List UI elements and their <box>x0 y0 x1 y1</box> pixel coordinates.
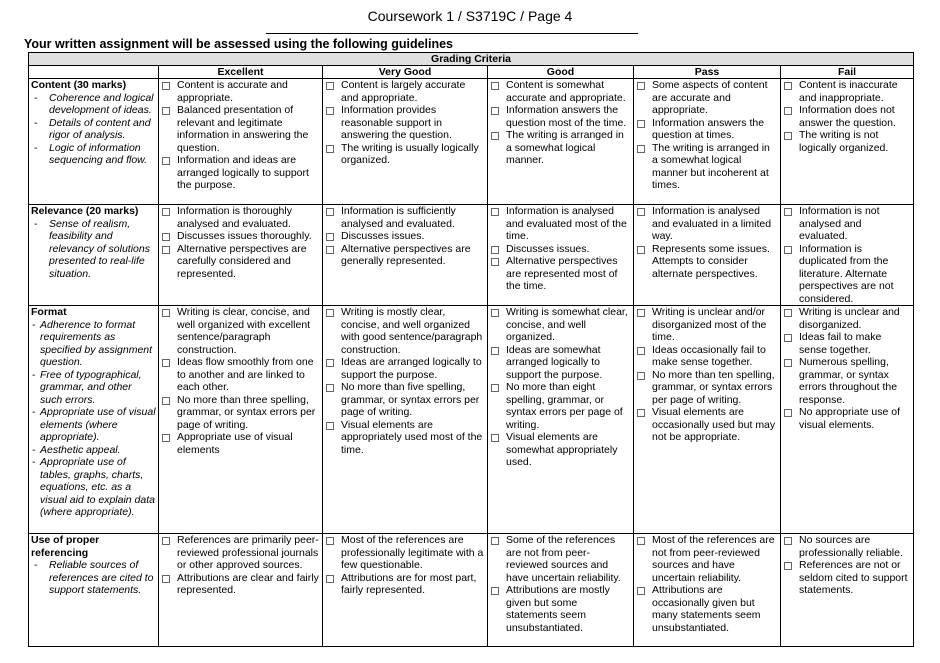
grade-cell-fail <box>781 79 914 205</box>
bullet-box-icon <box>491 208 499 216</box>
bullet-box-icon <box>326 107 334 115</box>
grade-cell-fail <box>781 534 914 647</box>
descriptor-text: Some of the references are not from peer-reviewed sources and have uncertain reliability. <box>506 534 621 584</box>
descriptor-text: No sources are professionally reliable. <box>799 534 903 559</box>
bullet-box-icon <box>637 82 645 90</box>
bullet-box-icon <box>326 575 334 583</box>
bullet-box-icon <box>326 309 334 317</box>
bullet-box-icon <box>784 107 792 115</box>
bullet-box-icon <box>491 309 499 317</box>
descriptor-item <box>783 406 911 431</box>
descriptor-item <box>783 306 911 331</box>
descriptor-item <box>325 572 485 597</box>
bullet-box-icon <box>326 359 334 367</box>
bullet-box-icon <box>784 246 792 254</box>
descriptor-text: Attributions are occasionally given but many statements seem unsubstantiated. <box>652 584 761 634</box>
descriptor-item <box>490 381 631 431</box>
descriptor-text: Ideas are arranged logically to support the purpose. <box>341 356 482 381</box>
descriptor-item <box>161 154 320 192</box>
descriptor-item <box>161 205 320 230</box>
criterion-title: Relevance (20 marks) <box>31 205 139 217</box>
descriptor-text: Alternative perspectives are generally represented. <box>341 242 471 267</box>
section-heading: Your written assignment will be assessed using the following guidelines <box>24 37 454 51</box>
descriptor-text: Balanced presentation of relevant and legitimate information in answering the question. <box>177 104 309 154</box>
bullet-box-icon <box>637 120 645 128</box>
bullet-box-icon <box>162 208 170 216</box>
bullet-box-icon <box>784 208 792 216</box>
descriptor-item <box>636 205 778 243</box>
col-header-pass: Pass <box>634 66 781 79</box>
criterion-header <box>29 66 159 79</box>
descriptor-text: Information does not answer the question. <box>799 104 896 129</box>
descriptor-item <box>636 534 778 584</box>
grade-cell-good <box>488 79 634 205</box>
col-header-good: Good <box>488 66 634 79</box>
descriptor-item <box>490 584 631 634</box>
grade-cell-pass <box>634 306 781 534</box>
bullet-box-icon <box>491 132 499 140</box>
descriptor-text: No more than three spelling, grammar, or syntax errors per page of writing. <box>177 393 316 431</box>
descriptor-text: Information is thoroughly analysed and evaluated. <box>177 205 292 230</box>
descriptor-text: No more than ten spelling, grammar, or syntax errors per page of writing. <box>652 368 775 406</box>
descriptor-text: No more than eight spelling, grammar, or syntax errors per page of writing. <box>506 381 623 431</box>
descriptor-item <box>636 344 778 369</box>
descriptor-text: Writing is clear, concise, and well organized with excellent sentence/paragraph construction. <box>177 306 311 356</box>
descriptor-item <box>490 205 631 243</box>
descriptor-text: Ideas flow smoothly from one to another and are linked to each other. <box>177 356 314 393</box>
descriptor-item <box>161 306 320 356</box>
descriptor-item <box>325 104 485 142</box>
descriptor-text: Attributions are for most part, fairly represented. <box>341 571 477 596</box>
criterion-subpoint: - Reliable sources of references are cited to support statements. <box>31 559 156 597</box>
grade-cell-good <box>488 205 634 306</box>
descriptor-text: The writing is arranged in a somewhat logical manner. <box>506 129 624 166</box>
bullet-box-icon <box>326 145 334 153</box>
caption-row <box>29 53 914 66</box>
descriptor-item <box>161 79 320 104</box>
descriptor-item <box>783 79 911 104</box>
bullet-box-icon <box>491 82 499 90</box>
bullet-box-icon <box>162 359 170 367</box>
descriptor-text: Information provides reasonable support in answering the question. <box>341 104 452 141</box>
bullet-box-icon <box>637 246 645 254</box>
descriptor-text: Writing is mostly clear, concise, and well organized with good sentence/paragraph construction. <box>341 306 483 356</box>
criterion-cell <box>29 306 159 534</box>
descriptor-item <box>325 381 485 419</box>
bullet-box-icon <box>637 347 645 355</box>
descriptor-text: Information is not analysed and evaluated. <box>799 205 880 242</box>
grade-cell-excellent <box>159 79 323 205</box>
bullet-box-icon <box>784 359 792 367</box>
bullet-box-icon <box>637 409 645 417</box>
descriptor-text: No appropriate use of visual elements. <box>799 406 900 431</box>
descriptor-item <box>325 142 485 167</box>
descriptor-item <box>636 406 778 444</box>
descriptor-item <box>490 243 631 256</box>
descriptor-item <box>783 129 911 154</box>
descriptor-text: Discusses issues thoroughly. <box>177 230 312 242</box>
descriptor-item <box>161 356 320 394</box>
bullet-box-icon <box>162 309 170 317</box>
bullet-box-icon <box>326 233 334 241</box>
criterion-subpoint: - Coherence and logical development of ideas. <box>31 92 156 117</box>
bullet-box-icon <box>162 82 170 90</box>
grade-cell-fail <box>781 306 914 534</box>
descriptor-item <box>325 79 485 104</box>
descriptor-text: References are not or seldom cited to support statements. <box>799 559 908 596</box>
descriptor-text: Ideas occasionally fail to make sense together. <box>652 343 766 368</box>
descriptor-item <box>325 534 485 572</box>
descriptor-item <box>636 243 778 281</box>
criterion-title: Content (30 marks) <box>31 79 127 91</box>
descriptor-item <box>783 534 911 559</box>
descriptor-text: The writing is not logically organized. <box>799 129 889 154</box>
descriptor-text: The writing is usually logically organized. <box>341 141 479 166</box>
rubric-row <box>29 306 914 534</box>
descriptor-text: Discusses issues. <box>341 230 425 242</box>
descriptor-text: Visual elements are appropriately used most of the time. <box>341 418 483 456</box>
descriptor-item <box>490 104 631 129</box>
descriptor-text: Information is sufficiently analysed and evaluated. <box>341 205 456 230</box>
grade-cell-excellent <box>159 205 323 306</box>
descriptor-text: Numerous spelling, grammar, or syntax errors throughout the response. <box>799 356 898 406</box>
bullet-box-icon <box>637 587 645 595</box>
descriptor-item <box>783 104 911 129</box>
bullet-box-icon <box>326 246 334 254</box>
grade-cell-very-good <box>323 534 488 647</box>
descriptor-item <box>636 142 778 192</box>
bullet-box-icon <box>491 434 499 442</box>
descriptor-item <box>783 243 911 306</box>
bullet-box-icon <box>491 587 499 595</box>
descriptor-text: No more than five spelling, grammar, or syntax errors per page of writing. <box>341 381 480 418</box>
criterion-title: Use of proper referencing <box>31 534 100 559</box>
criterion-subpoint: - Free of typographical, grammar, and other such errors. <box>31 369 156 407</box>
criterion-subpoint: - Adherence to format requirements as specified by assignment question. <box>31 319 156 369</box>
descriptor-item <box>783 331 911 356</box>
grade-cell-fail <box>781 205 914 306</box>
bullet-box-icon <box>491 246 499 254</box>
header-divider <box>266 33 638 34</box>
criterion-subpoint: - Appropriate use of tables, graphs, charts, equations, etc. as a visual aid to explain data (where appropriate). <box>31 456 156 519</box>
descriptor-item <box>325 419 485 457</box>
bullet-box-icon <box>491 107 499 115</box>
descriptor-item <box>636 79 778 117</box>
descriptor-item <box>636 306 778 344</box>
bullet-box-icon <box>784 562 792 570</box>
col-header-fail: Fail <box>781 66 914 79</box>
bullet-box-icon <box>491 347 499 355</box>
descriptor-item <box>490 431 631 469</box>
descriptor-text: Information answers the question at times. <box>652 116 765 141</box>
descriptor-text: Alternative perspectives are carefully considered and represented. <box>177 242 307 280</box>
bullet-box-icon <box>491 537 499 545</box>
bullet-box-icon <box>637 145 645 153</box>
criterion-cell <box>29 205 159 306</box>
descriptor-text: Information is analysed and evaluated in a limited way. <box>652 205 772 242</box>
descriptor-item <box>325 205 485 230</box>
criterion-subpoint: - Sense of realism, feasibility and relevancy of solutions presented to real-life situation. <box>31 218 156 281</box>
descriptor-item <box>783 559 911 597</box>
bullet-box-icon <box>637 208 645 216</box>
descriptor-text: References are primarily peer-reviewed professional journals or other approved sources. <box>177 534 319 571</box>
descriptor-item <box>161 431 320 456</box>
descriptor-item <box>636 369 778 407</box>
rubric-row <box>29 534 914 647</box>
descriptor-item <box>783 205 911 243</box>
descriptor-item <box>490 306 631 344</box>
grade-cell-good <box>488 306 634 534</box>
grade-cell-excellent <box>159 534 323 647</box>
descriptor-item <box>161 230 320 243</box>
descriptor-item <box>161 243 320 281</box>
criterion-subpoint: - Appropriate use of visual elements (where appropriate). <box>31 406 156 444</box>
descriptor-text: Content is accurate and appropriate. <box>177 79 288 104</box>
grade-cell-pass <box>634 79 781 205</box>
descriptor-item <box>161 572 320 597</box>
descriptor-text: Discusses issues. <box>506 242 590 255</box>
descriptor-item <box>490 79 631 104</box>
descriptor-text: Content is largely accurate and appropriate. <box>341 79 466 104</box>
descriptor-text: Writing is unclear and disorganized. <box>799 306 900 331</box>
bullet-box-icon <box>162 434 170 442</box>
grading-rubric-table <box>28 52 914 647</box>
descriptor-text: Content is somewhat accurate and appropriate. <box>506 79 626 104</box>
descriptor-text: Visual elements are occasionally used but may not be appropriate. <box>652 406 776 443</box>
descriptor-item <box>490 255 631 293</box>
bullet-box-icon <box>162 157 170 165</box>
bullet-box-icon <box>491 258 499 266</box>
descriptor-text: Represents some issues. Attempts to consider alternate perspectives. <box>652 242 770 280</box>
bullet-box-icon <box>491 384 499 392</box>
bullet-box-icon <box>162 107 170 115</box>
bullet-box-icon <box>326 82 334 90</box>
bullet-box-icon <box>784 537 792 545</box>
bullet-box-icon <box>162 397 170 405</box>
descriptor-item <box>490 534 631 584</box>
bullet-box-icon <box>637 537 645 545</box>
descriptor-item <box>161 534 320 572</box>
descriptor-text: Alternative perspectives are represented most of the time. <box>506 255 618 292</box>
descriptor-text: Information answers the question most of the time. <box>506 104 627 129</box>
rubric-row <box>29 205 914 306</box>
bullet-box-icon <box>637 309 645 317</box>
descriptor-text: Ideas are somewhat arranged logically to support the purpose. <box>506 343 603 381</box>
bullet-box-icon <box>162 537 170 545</box>
bullet-box-icon <box>784 409 792 417</box>
descriptor-text: Content is inaccurate and inappropriate. <box>799 79 898 104</box>
descriptor-text: Information is duplicated from the literature. Alternate perspectives are not considered. <box>799 242 894 305</box>
descriptor-item <box>325 243 485 268</box>
grade-cell-excellent <box>159 306 323 534</box>
descriptor-item <box>490 129 631 167</box>
bullet-box-icon <box>784 82 792 90</box>
grade-cell-pass <box>634 534 781 647</box>
criterion-title: Format <box>31 306 67 318</box>
bullet-box-icon <box>326 422 334 430</box>
descriptor-item <box>490 344 631 382</box>
descriptor-item <box>636 584 778 634</box>
bullet-box-icon <box>326 537 334 545</box>
grade-cell-very-good <box>323 205 488 306</box>
criterion-cell <box>29 79 159 205</box>
grade-cell-pass <box>634 205 781 306</box>
descriptor-item <box>325 230 485 243</box>
descriptor-text: Attributions are clear and fairly represented. <box>177 571 319 596</box>
descriptor-item <box>783 356 911 406</box>
col-header-excellent: Excellent <box>159 66 323 79</box>
descriptor-text: Most of the references are professionally legitimate with a few questionable. <box>341 534 484 571</box>
descriptor-text: Ideas fail to make sense together. <box>799 331 882 356</box>
grade-cell-good <box>488 534 634 647</box>
grade-cell-very-good <box>323 79 488 205</box>
bullet-box-icon <box>162 246 170 254</box>
rubric-row <box>29 79 914 205</box>
page-header: Coursework 1 / S3719C / Page 4 <box>367 8 573 24</box>
descriptor-text: Attributions are mostly given but some statements seem unsubstantiated. <box>506 584 610 634</box>
descriptor-text: Appropriate use of visual elements <box>177 431 293 456</box>
bullet-box-icon <box>784 132 792 140</box>
criterion-subpoint: - Details of content and rigor of analysis. <box>31 117 156 142</box>
criterion-subpoint: - Logic of information sequencing and flow. <box>31 142 156 167</box>
descriptor-item <box>636 117 778 142</box>
descriptor-text: Some aspects of content are accurate and appropriate. <box>652 79 768 116</box>
bullet-box-icon <box>162 575 170 583</box>
bullet-box-icon <box>637 372 645 380</box>
bullet-box-icon <box>326 208 334 216</box>
descriptor-item <box>161 394 320 432</box>
bullet-box-icon <box>784 334 792 342</box>
descriptor-text: Information and ideas are arranged logically to support the purpose. <box>177 154 309 191</box>
descriptor-item <box>325 306 485 356</box>
descriptor-text: Writing is unclear and/or disorganized most of the time. <box>652 306 767 343</box>
col-header-very-good: Very Good <box>323 66 488 79</box>
criterion-cell <box>29 534 159 647</box>
bullet-box-icon <box>326 384 334 392</box>
descriptor-text: The writing is arranged in a somewhat logical manner but incoherent at times. <box>652 141 770 191</box>
bullet-box-icon <box>162 233 170 241</box>
bullet-box-icon <box>784 309 792 317</box>
column-header-row <box>29 66 914 79</box>
grading-criteria-header: Grading Criteria <box>29 53 914 66</box>
descriptor-text: Writing is somewhat clear, concise, and well organized. <box>506 306 628 343</box>
grade-cell-very-good <box>323 306 488 534</box>
descriptor-text: Most of the references are not from peer-reviewed sources and have uncertain reliability. <box>652 534 775 584</box>
criterion-subpoint: - Aesthetic appeal. <box>31 444 156 457</box>
descriptor-item <box>161 104 320 154</box>
descriptor-text: Visual elements are somewhat appropriately used. <box>506 431 618 468</box>
descriptor-item <box>325 356 485 381</box>
descriptor-text: Information is analysed and evaluated most of the time. <box>506 205 627 242</box>
